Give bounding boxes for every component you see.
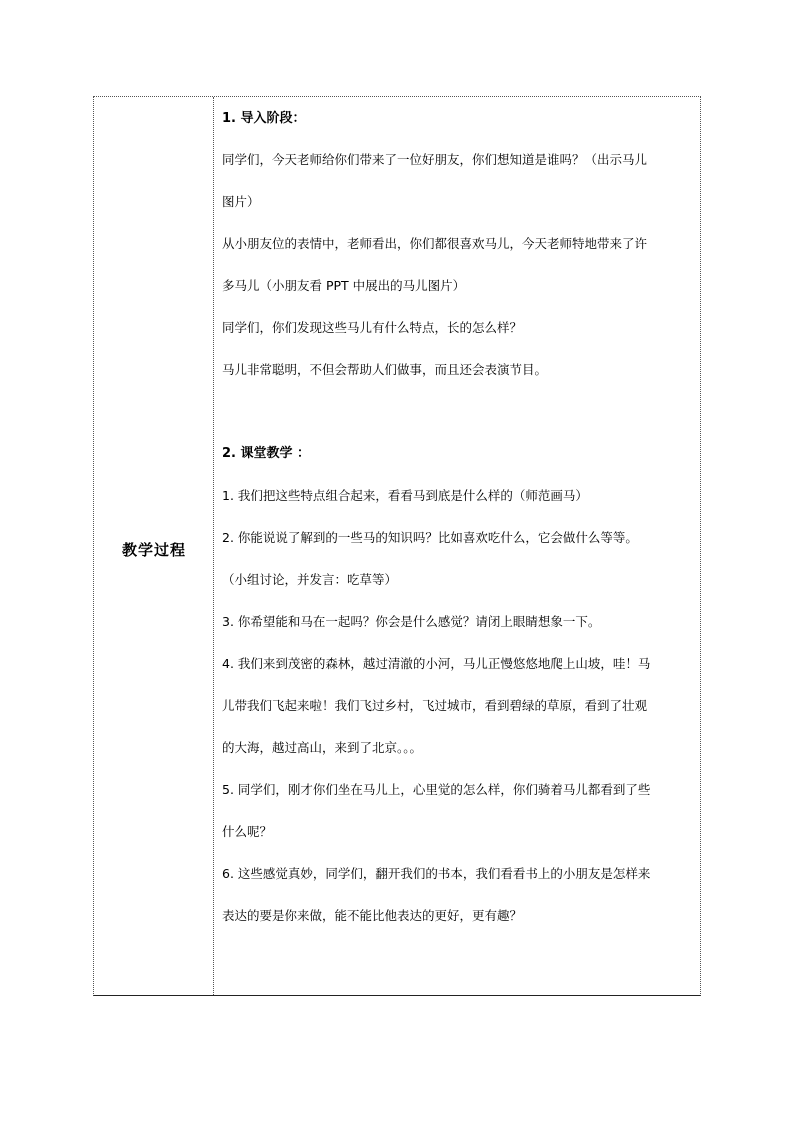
text-line: 多马儿（小朋友看 PPT 中展出的马儿图片） [222,278,466,293]
text-line: 同学们，你们发现这些马儿有什么特点，长的怎么样？ [222,320,523,335]
row-label: 教学过程 [121,541,186,559]
text-line: 1. 我们把这些特点组合起来，看看马到底是什么样的（师范画马） [222,488,588,503]
text-line: 6. 这些感觉真妙，同学们，翻开我们的书本，我们看看书上的小朋友是怎样来 [222,866,651,881]
text-line: 从小朋友位的表情中，老师看出，你们都很喜欢马儿，今天老师特地带来了许 [222,236,648,251]
text-line: 同学们，今天老师给你们带来了一位好朋友，你们想知道是谁吗？（出示马儿 [222,152,648,167]
text-line: 什么呢？ [222,824,273,839]
text-line: 4. 我们来到茂密的森林，越过清澈的小河，马儿正慢悠悠地爬上山坡，哇！马 [222,656,651,671]
text-line: 表达的要是你来做，能不能比他表达的更好，更有趣？ [222,908,523,923]
text-line: 5. 同学们，刚才你们坐在马儿上，心里觉的怎么样，你们骑着马儿都看到了些 [222,782,651,797]
content-cell [215,97,701,995]
lesson-table [93,96,701,996]
text-line: 图片） [222,194,260,209]
text-line: （小组讨论，并发言：吃草等） [222,572,398,587]
section-heading-intro: 1. 导入阶段： [222,111,306,126]
text-line: 的大海，越过高山，来到了北京。。。 [222,740,423,755]
section-heading-teaching: 2. 课堂教学 ： [222,446,311,461]
text-line: 儿带我们飞起来啦！我们飞过乡村，飞过城市，看到碧绿的草原，看到了壮观 [222,698,648,713]
text-line: 3. 你希望能和马在一起吗？你会是什么感觉？请闭上眼睛想象一下。 [222,614,601,629]
row-label-cell [94,97,214,995]
text-line: 马儿非常聪明，不但会帮助人们做事，而且还会表演节目。 [222,362,548,377]
text-line: 2. 你能说说了解到的一些马的知识吗？比如喜欢吃什么，它会做什么等等。 [222,530,638,545]
